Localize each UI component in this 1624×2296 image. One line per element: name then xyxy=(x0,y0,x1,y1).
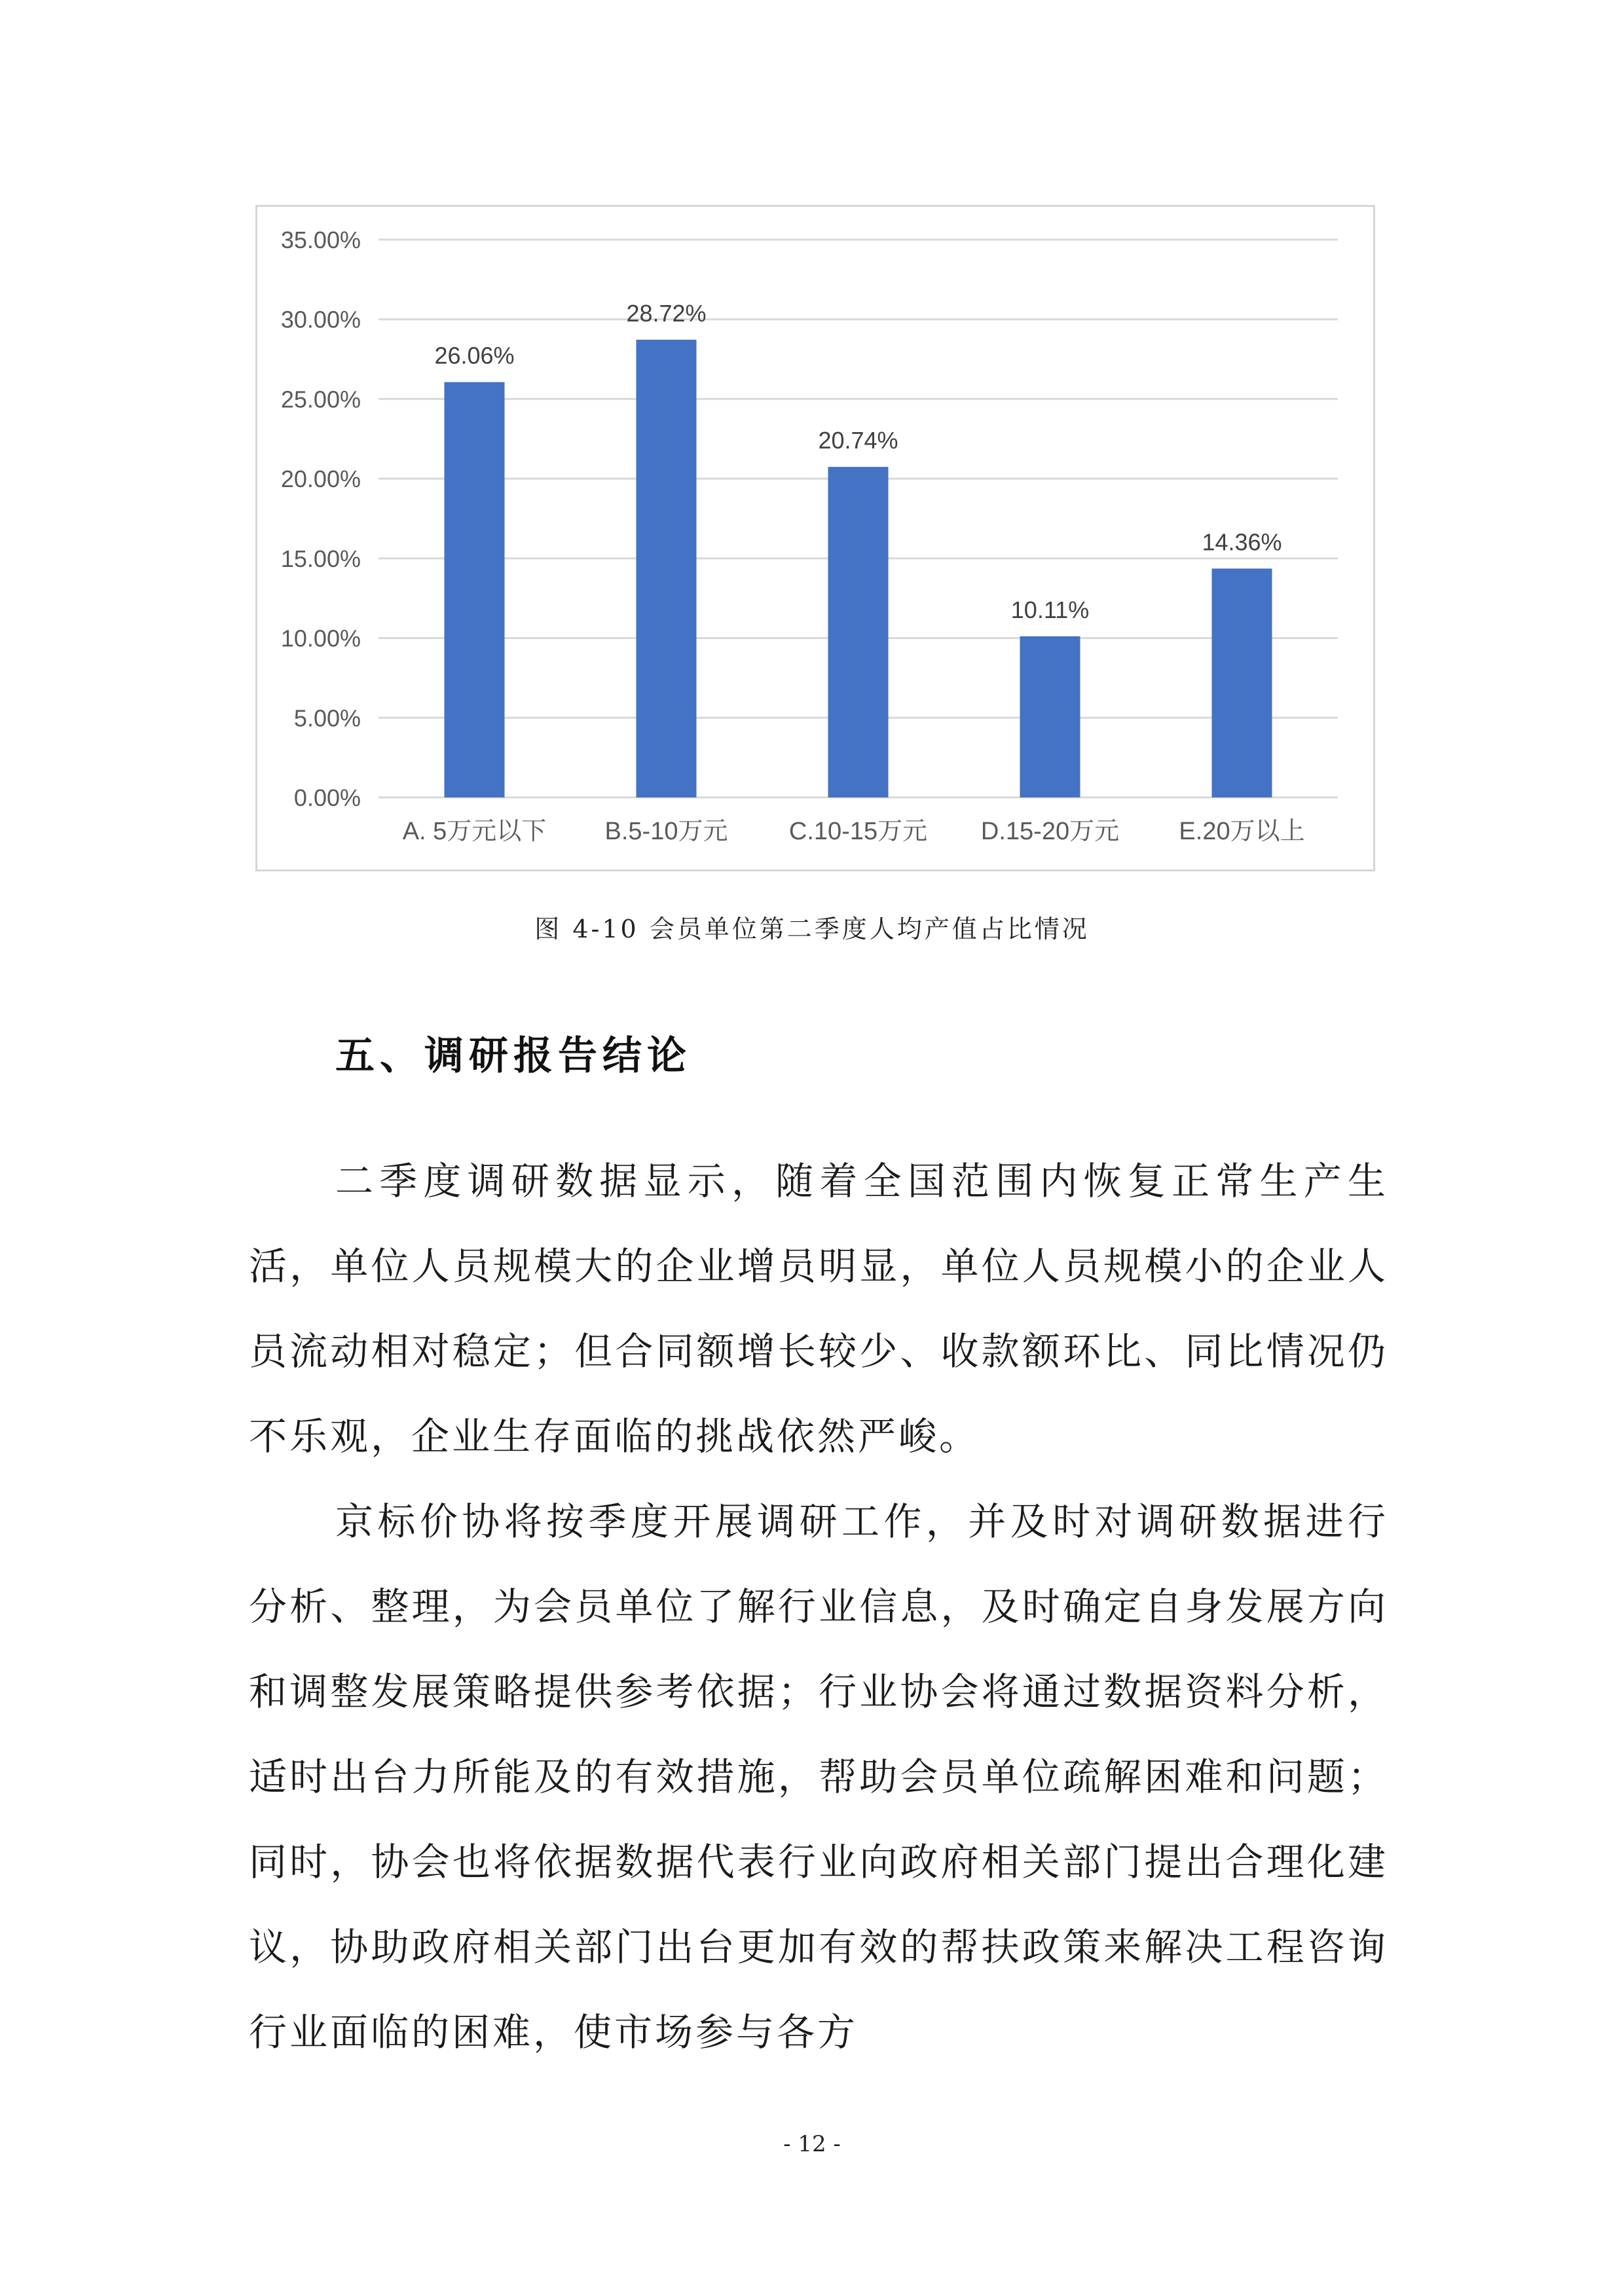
x-tick-label: D.15-20万元 xyxy=(980,818,1120,845)
figure-caption: 图 4-10 会员单位第二季度人均产值占比情况 xyxy=(534,915,1090,943)
x-tick-label: A. 5万元以下 xyxy=(402,818,547,845)
y-tick-label: 30.00% xyxy=(280,306,361,333)
y-tick-label: 5.00% xyxy=(293,704,361,732)
data-label: 28.72% xyxy=(626,299,707,327)
y-tick-label: 10.00% xyxy=(280,625,361,652)
section-heading: 五、调研报告结论 xyxy=(335,1033,692,1079)
y-tick-label: 25.00% xyxy=(280,386,361,413)
x-tick-label: E.20万以上 xyxy=(1179,818,1305,845)
body-paragraph: 京标价协将按季度开展调研工作，并及时对调研数据进行分析、整理，为会员单位了解行业信息，及时确定自身发展方向和调整发展策略提供参考依据；行业协会将通过数据资料分析，适时出台力所能及的有效措施，帮助会员单位疏解困难和问题；同时，协会也将依据数据代表行业向政府相关部门提出合理化建议，协助政府相关部门出台更加有效的帮扶政策来解决工程咨询行业面临的困难，使市场参与各方 xyxy=(249,1499,1388,2054)
y-tick-label: 15.00% xyxy=(280,545,361,572)
data-label: 14.36% xyxy=(1202,528,1282,556)
bar xyxy=(1020,636,1080,797)
bar xyxy=(445,382,505,797)
body-paragraph: 二季度调研数据显示，随着全国范围内恢复正常生产生活，单位人员规模大的企业增员明显，单位人员规模小的企业人员流动相对稳定；但合同额增长较少、收款额环比、同比情况仍不乐观，企业生存面临的挑战依然严峻。 xyxy=(249,1159,1388,1459)
y-tick-label: 35.00% xyxy=(280,227,361,253)
data-label: 20.74% xyxy=(818,427,898,454)
bar xyxy=(637,340,697,797)
data-label: 26.06% xyxy=(434,342,515,369)
bar xyxy=(828,467,889,797)
x-tick-label: C.10-15万元 xyxy=(788,818,928,845)
y-tick-label: 20.00% xyxy=(280,465,361,493)
bar xyxy=(1212,568,1272,797)
bar-chart xyxy=(255,205,1375,871)
x-tick-label: B.5-10万元 xyxy=(604,818,728,845)
chart-canvas xyxy=(257,207,1373,869)
y-tick-label: 0.00% xyxy=(293,784,361,811)
data-label: 10.11% xyxy=(1010,596,1090,623)
page-number: - 12 - xyxy=(783,2131,841,2157)
